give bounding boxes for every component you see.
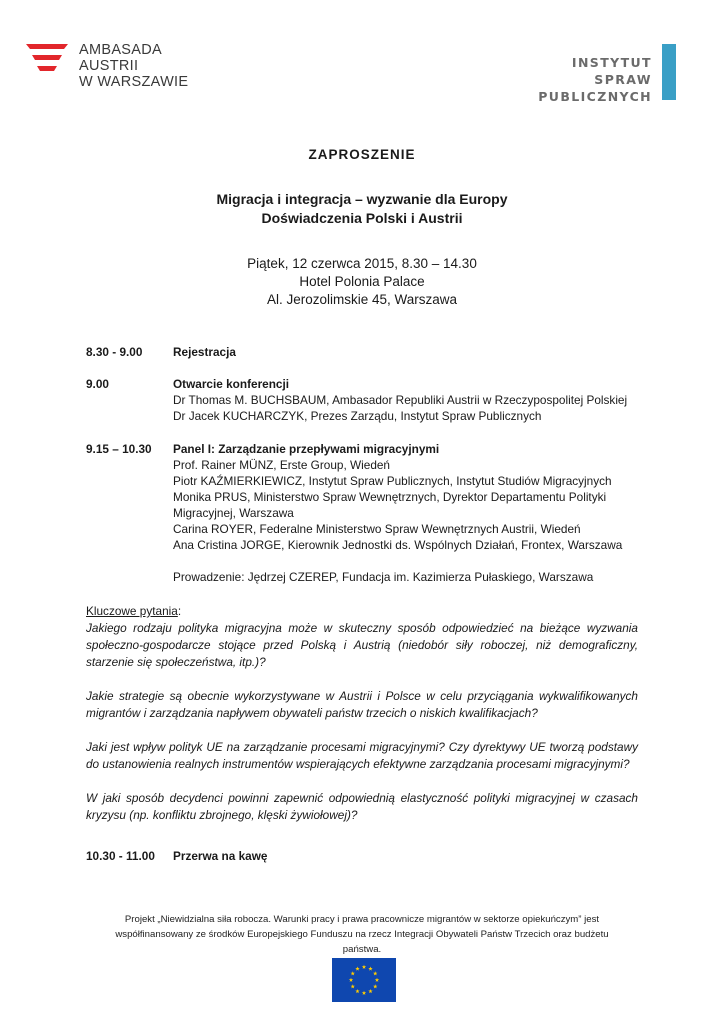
isp-line-2: PUBLICZNYCH (538, 89, 652, 104)
agenda-item-title: Panel I: Zarządzanie przepływami migracyjnymi (173, 442, 440, 456)
agenda-item-title: Otwarcie konferencji (173, 377, 290, 391)
event-date: Piątek, 12 czerwca 2015, 8.30 – 14.30 (247, 256, 477, 271)
austrian-embassy-name (79, 42, 188, 90)
speaker-line: Dr Jacek KUCHARCZYK, Prezes Zarządu, Instytut Spraw Publicznych (173, 409, 542, 423)
isp-line-1: INSTYTUT SPRAW (571, 55, 652, 87)
key-question: Jakie strategie są obecnie wykorzystywane w Austrii i Polsce w celu przyciągania wykwalifikowanych migrantów i zarządzania napływem obywateli państw trzecich o niskich kwalifikacjach? (86, 689, 638, 720)
austria-flag-stripes-icon (26, 44, 68, 72)
isp-logo (520, 44, 676, 104)
speaker-line: Carina ROYER, Federalne Ministerstwo Spraw Wewnętrznych Austrii, Wiedeń (173, 522, 581, 536)
conference-title-line-2: Doświadczenia Polski i Austrii (261, 210, 463, 226)
invitation-title: ZAPROSZENIE (308, 147, 416, 162)
isp-name (520, 54, 652, 105)
conference-title-line-1: Migracja i integracja – wyzwanie dla Europy (216, 191, 508, 207)
isp-accent-bar (662, 44, 676, 100)
key-question: W jaki sposób decydenci powinni zapewnić odpowiednią elastyczność polityki migracyjnej w czasach kryzysu (np. konfliktu zbrojnego, klęski żywiołowej)? (86, 791, 638, 822)
key-questions (86, 603, 638, 841)
funding-note-line: współfinansowany ze środków Europejskiego Funduszu na rzecz Integracji Obywateli Państw Trzecich oraz budżetu (115, 929, 609, 940)
event-venue: Hotel Polonia Palace (299, 274, 425, 289)
agenda-time: 9.15 – 10.30 (86, 442, 152, 456)
key-questions-colon: : (177, 604, 182, 618)
speaker-line: Dr Thomas M. BUCHSBAUM, Ambasador Republiki Austrii w Rzeczypospolitej Polskiej (173, 393, 628, 407)
key-question: Jaki jest wpływ polityk UE na zarządzanie procesami migracyjnymi? Czy dyrektywy UE tworzą podstawy do ustanowienia realnych instrumentów wspierających efektywne zarządzania procesami migracyjnymi? (86, 740, 638, 771)
speaker-line: Migracyjnej, Warszawa (173, 506, 294, 520)
key-question: Jakiego rodzaju polityka migracyjna może w skuteczny sposób odpowiedzieć na bieżące wyzwania społeczno-gospodarcze stojące przed Polską i Austrią (niedobór siły roboczej, niż demograficzny, starzenie się społeczeństwa, itp.)? (86, 621, 638, 669)
austrian-embassy-logo (26, 42, 206, 92)
embassy-line-2: AUSTRII (79, 58, 139, 74)
eu-flag-background (332, 958, 396, 1002)
moderator-line: Prowadzenie: Jędrzej CZEREP, Fundacja im. Kazimierza Pułaskiego, Warszawa (173, 570, 594, 584)
agenda-time: 8.30 - 9.00 (86, 345, 143, 359)
agenda-time: 9.00 (86, 377, 109, 391)
agenda-item-panel-1 (173, 441, 643, 585)
agenda-item-title: Rejestracja (173, 345, 236, 359)
agenda-item-coffee-break (173, 848, 643, 864)
funding-note (100, 912, 624, 957)
speaker-line: Ana Cristina JORGE, Kierownik Jednostki ds. Wspólnych Działań, Frontex, Warszawa (173, 538, 623, 552)
funding-note-line: państwa. (342, 944, 382, 955)
key-questions-label: Kluczowe pytania (86, 604, 178, 618)
key-questions-heading (86, 603, 638, 620)
agenda-item-registration (173, 344, 643, 360)
embassy-line-1: AMBASADA (79, 42, 162, 58)
embassy-line-3: W WARSZAWIE (79, 74, 189, 90)
agenda-item-title: Przerwa na kawę (173, 849, 268, 863)
agenda-time: 10.30 - 11.00 (86, 849, 155, 863)
agenda-item-opening (173, 376, 643, 424)
event-address: Al. Jerozolimskie 45, Warszawa (266, 292, 458, 307)
speaker-line: Piotr KAŹMIERKIEWICZ, Instytut Spraw Publicznych, Instytut Studiów Migracyjnych (173, 474, 612, 488)
speaker-line: Prof. Rainer MÜNZ, Erste Group, Wiedeń (173, 458, 390, 472)
speaker-line: Monika PRUS, Ministerstwo Spraw Wewnętrznych, Dyrektor Departamentu Polityki (173, 490, 607, 504)
funding-note-line: Projekt „Niewidzialna siła robocza. Warunki pracy i prawa pracownicze migrantów w sektorze opiekuńczym” jest (124, 914, 600, 925)
eu-flag-icon (332, 958, 396, 1002)
